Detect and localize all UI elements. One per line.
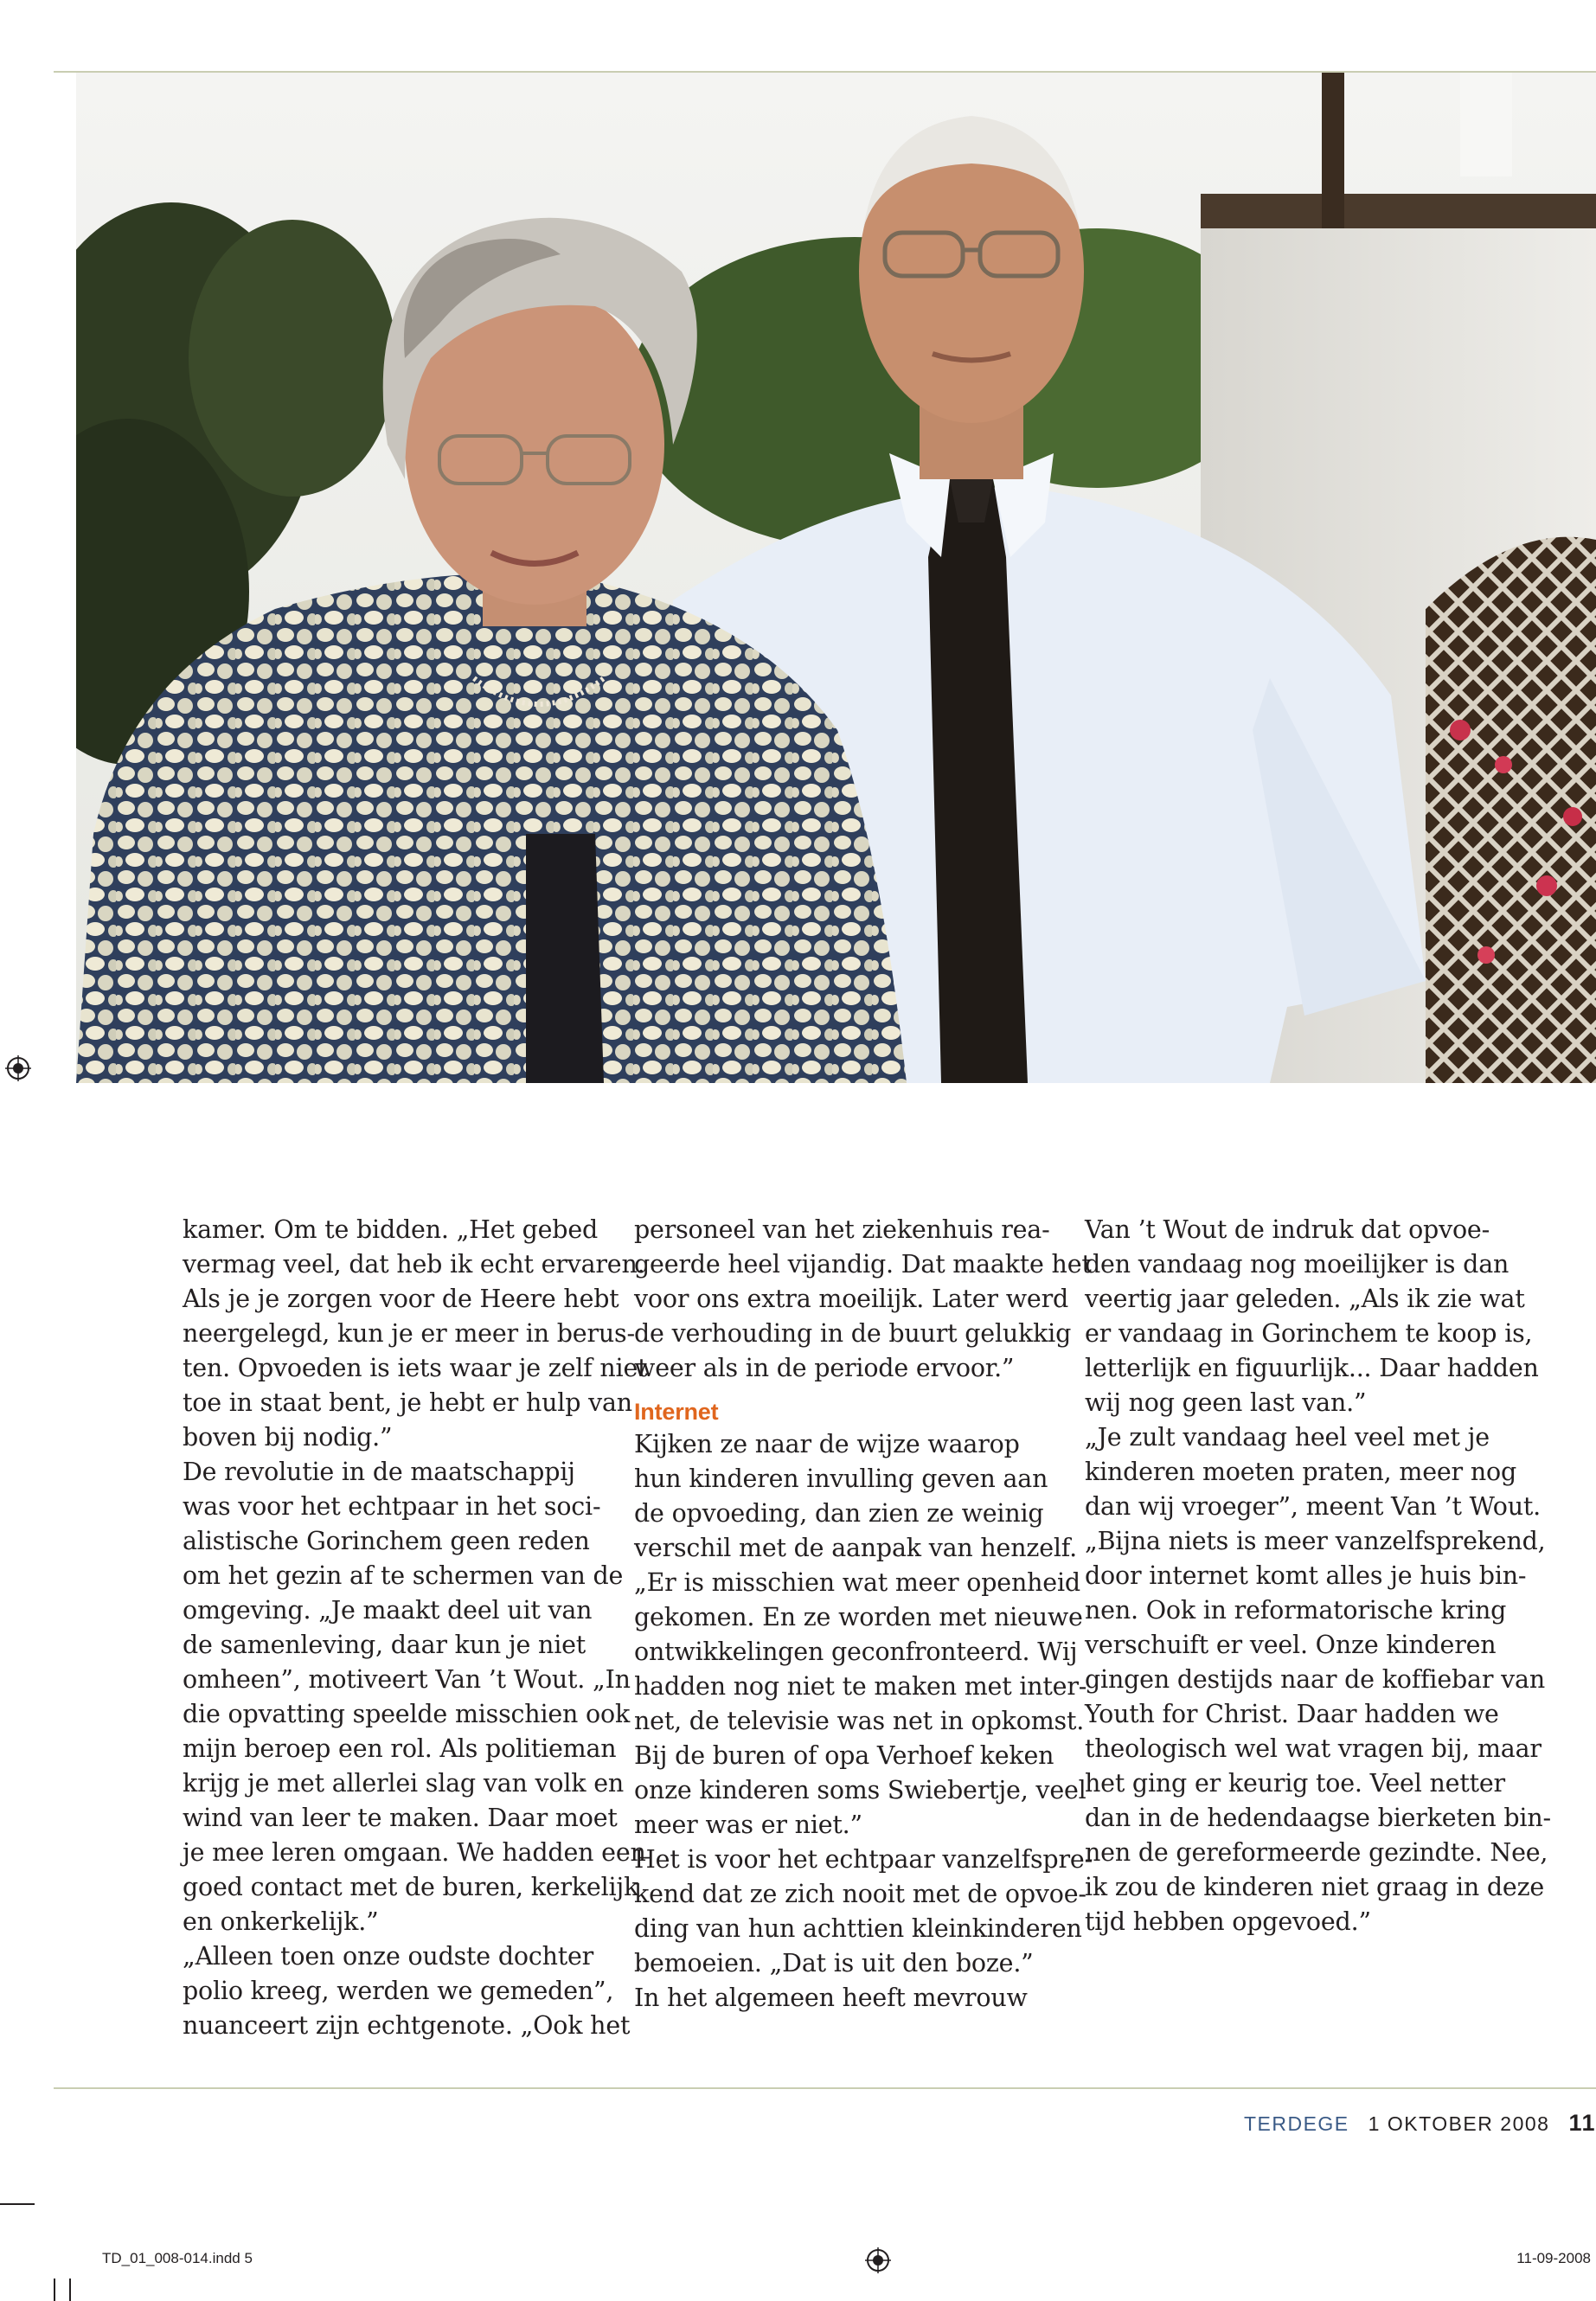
text-line: polio kreeg, werden we gemeden”,	[183, 1977, 614, 2005]
couple-photo	[76, 73, 1596, 1083]
text-line: de samenleving, daar kun je niet	[183, 1631, 586, 1659]
text-line: „Alleen toen onze oudste dochter	[183, 1942, 594, 1971]
text-line: omheen”, motiveert Van ’t Wout. „In	[183, 1665, 631, 1694]
text-line: tijd hebben opgevoed.”	[1085, 1907, 1371, 1936]
text-line: de opvoeding, dan zien ze weinig	[634, 1499, 1044, 1528]
text-line: dan in de hedendaagse bierketen bin-	[1085, 1804, 1551, 1832]
magazine-name: TERDEGE	[1243, 2112, 1349, 2135]
text-line: De revolutie in de maatschappij	[183, 1458, 575, 1486]
text-line: Het is voor het echtpaar vanzelfspre-	[634, 1845, 1093, 1874]
text-line: „Je zult vandaag heel veel met je	[1085, 1423, 1490, 1452]
text-line: ding van hun achttien kleinkinderen	[634, 1914, 1082, 1943]
crop-mark	[69, 2279, 71, 2301]
text-line: ten. Opvoeden is iets waar je zelf niet	[183, 1354, 648, 1382]
bottom-rule	[54, 2087, 1596, 2089]
text-line: theologisch wel wat vragen bij, maar	[1085, 1734, 1542, 1763]
text-line: boven bij nodig.”	[183, 1423, 393, 1452]
text-line: om het gezin af te schermen van de	[183, 1561, 624, 1590]
text-line: door internet komt alles je huis bin-	[1085, 1561, 1527, 1590]
page-footer	[1244, 2110, 1596, 2144]
text-line: gingen destijds naar de koffiebar van	[1085, 1665, 1545, 1694]
text-line: nuanceert zijn echtgenote. „Ook het	[183, 2011, 631, 2040]
text-line: onze kinderen soms Swiebertje, veel	[634, 1776, 1086, 1804]
text-line: er vandaag in Gorinchem te koop is,	[1085, 1319, 1533, 1348]
text-line: wind van leer te maken. Daar moet	[183, 1804, 618, 1832]
text-line: toe in staat bent, je hebt er hulp van	[183, 1388, 632, 1417]
text-line: was voor het echtpaar in het soci-	[183, 1492, 601, 1521]
slug-filename: TD_01_008-014.indd 5	[102, 2250, 253, 2266]
text-line: wij nog geen last van.”	[1085, 1388, 1367, 1417]
text-line: ontwikkelingen geconfronteerd. Wij	[634, 1638, 1078, 1666]
article-column-3	[1085, 1213, 1551, 1939]
text-line: weer als in de periode ervoor.”	[634, 1354, 1015, 1382]
crop-mark	[54, 2279, 55, 2301]
text-line: Youth for Christ. Daar hadden we	[1085, 1700, 1499, 1728]
text-line: Van ’t Wout de indruk dat opvoe-	[1085, 1215, 1490, 1244]
text-line: gekomen. En ze worden met nieuwe	[634, 1603, 1083, 1631]
text-line: net, de televisie was net in opkomst.	[634, 1707, 1085, 1735]
text-line: mijn beroep een rol. Als politieman	[183, 1734, 617, 1763]
page-number: 11	[1568, 2110, 1596, 2136]
text-line: en onkerkelijk.”	[183, 1907, 379, 1936]
text-line: die opvatting speelde misschien ook	[183, 1700, 631, 1728]
registration-mark-icon	[5, 1055, 31, 1081]
couple-photo-illustration	[76, 73, 1596, 1083]
text-line: letterlijk en figuurlijk... Daar hadden	[1085, 1354, 1539, 1382]
text-line: Kijken ze naar de wijze waarop	[634, 1430, 1020, 1458]
text-line: Bij de buren of opa Verhoef keken	[634, 1741, 1054, 1770]
text-line: hun kinderen invulling geven aan	[634, 1465, 1048, 1493]
text-line: veertig jaar geleden. „Als ik zie wat	[1085, 1285, 1525, 1313]
registration-mark-icon	[865, 2247, 891, 2273]
text-line: nen de gereformeerde gezindte. Nee,	[1085, 1838, 1548, 1867]
text-line: geerde heel vijandig. Dat maakte het	[634, 1250, 1092, 1279]
text-line: alistische Gorinchem geen reden	[183, 1527, 590, 1555]
text-line: „Bijna niets is meer vanzelfsprekend,	[1085, 1527, 1546, 1555]
text-line: hadden nog niet te maken met inter-	[634, 1672, 1087, 1701]
text-line: neergelegd, kun je er meer in berus-	[183, 1319, 635, 1348]
subheading-internet: Internet	[634, 1399, 719, 1425]
text-line: personeel van het ziekenhuis rea-	[634, 1215, 1050, 1244]
text-line: meer was er niet.”	[634, 1811, 862, 1839]
text-line: Als je je zorgen voor de Heere hebt	[183, 1285, 619, 1313]
text-line: nen. Ook in reformatorische kring	[1085, 1596, 1507, 1625]
issue-date: 1 OKTOBER 2008	[1368, 2112, 1550, 2135]
slug-date: 11-09-2008	[1516, 2250, 1591, 2266]
text-line: kamer. Om te bidden. „Het gebed	[183, 1215, 599, 1244]
text-line: goed contact met de buren, kerkelijk	[183, 1873, 639, 1901]
text-line: bemoeien. „Dat is uit den boze.”	[634, 1949, 1034, 1977]
text-line: kend dat ze zich nooit met de opvoe-	[634, 1880, 1086, 1908]
text-line: vermag veel, dat heb ik echt ervaren.	[183, 1250, 645, 1279]
text-line: verschuift er veel. Onze kinderen	[1085, 1631, 1497, 1659]
text-line: de verhouding in de buurt gelukkig	[634, 1319, 1072, 1348]
text-line: het ging er keurig toe. Veel netter	[1085, 1769, 1505, 1798]
article-column-1	[183, 1213, 648, 2043]
text-line: verschil met de aanpak van henzelf.	[634, 1534, 1077, 1562]
text-line: kinderen moeten praten, meer nog	[1085, 1458, 1516, 1486]
text-line: omgeving. „Je maakt deel uit van	[183, 1596, 593, 1625]
text-line: krijg je met allerlei slag van volk en	[183, 1769, 625, 1798]
text-line: ik zou de kinderen niet graag in deze	[1085, 1873, 1545, 1901]
text-line: je mee leren omgaan. We hadden een	[183, 1838, 646, 1867]
text-line: dan wij vroeger”, meent Van ’t Wout.	[1085, 1492, 1541, 1521]
text-line: voor ons extra moeilijk. Later werd	[634, 1285, 1069, 1313]
article-column-2	[634, 1213, 1093, 2016]
crop-mark	[0, 2203, 35, 2205]
text-line: „Er is misschien wat meer openheid	[634, 1568, 1080, 1597]
text-line: In het algemeen heeft mevrouw	[634, 1984, 1028, 2012]
text-line: den vandaag nog moeilijker is dan	[1085, 1250, 1509, 1279]
